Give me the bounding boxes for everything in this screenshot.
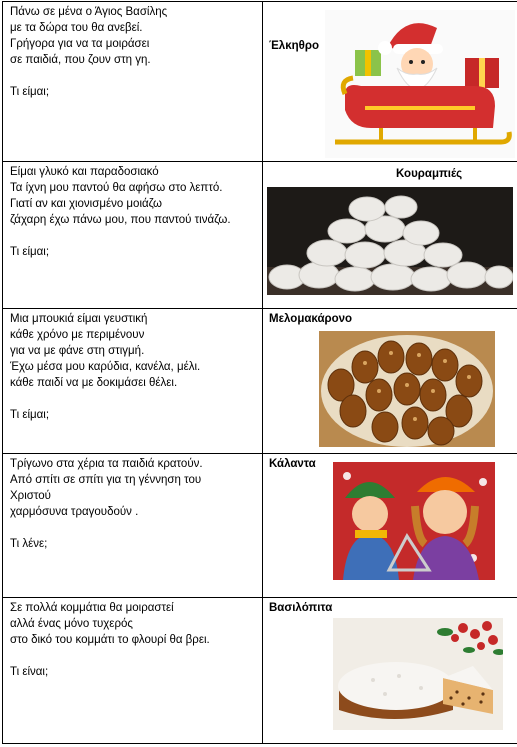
riddle-line: Μια μπουκιά είμαι γευστική [10, 313, 148, 325]
riddle-text-cell [3, 309, 263, 454]
riddle-question: Τι είμαι; [10, 86, 50, 98]
answer-cell [263, 309, 517, 454]
riddle-line: στο δικό του κομμάτι το φλουρί θα βρει. [10, 634, 210, 646]
carol-children-image [333, 462, 495, 580]
answer-label: Έλκηθρο [269, 40, 319, 52]
riddle-line: Από σπίτι σε σπίτι για τη γέννηση του [10, 474, 202, 486]
vasilopita-image [333, 618, 503, 730]
answer-label: Βασιλόπιτα [269, 602, 333, 614]
riddle-line: Είμαι γλυκό και παραδοσιακό [10, 166, 159, 178]
riddle-line: κάθε χρόνο με περιμένουν [10, 329, 145, 341]
riddle-line: χαρμόσυνα τραγουδούν . [10, 506, 139, 518]
riddles-table [2, 1, 517, 744]
answer-label: Κουραμπιές [396, 168, 463, 180]
riddle-text-cell [3, 454, 263, 598]
riddle-row [3, 598, 517, 744]
riddle-line: Τρίγωνο στα χέρια τα παιδιά κρατούν. [10, 458, 203, 470]
santa-sleigh-image [325, 10, 515, 158]
answer-cell [263, 454, 517, 598]
riddle-question: Τι είμαι; [10, 409, 50, 421]
riddle-line: κάθε παιδί να με δοκιμάσει θέλει. [10, 377, 178, 389]
riddle-row [3, 309, 517, 454]
riddle-text-cell [3, 162, 263, 309]
riddle-line: με τα δώρα του θα ανεβεί. [10, 22, 143, 34]
riddle-row [3, 454, 517, 598]
riddle-line: σε παιδιά, που ζουν στη γη. [10, 54, 151, 66]
riddle-question: Τι είμαι; [10, 246, 50, 258]
melomakarona-image [319, 331, 495, 447]
riddle-line: Έχω μέσα μου καρύδια, κανέλα, μέλι. [10, 361, 201, 373]
riddle-line: Γιατί αν και χιονισμένο μοιάζω [10, 198, 162, 210]
riddle-text-cell [3, 2, 263, 162]
answer-cell [263, 162, 517, 309]
riddle-line: Γρήγορα για να τα μοιράσει [10, 38, 150, 50]
answer-cell [263, 2, 517, 162]
riddle-text-cell [3, 598, 263, 744]
riddle-line: Τα ίχνη μου παντού θα αφήσω στο λεπτό. [10, 182, 223, 194]
riddle-line: Σε πολλά κομμάτια θα μοιραστεί [10, 602, 174, 614]
answer-label: Κάλαντα [269, 458, 316, 470]
riddle-line: αλλά ένας μόνο τυχερός [10, 618, 133, 630]
riddle-line: ζάχαρη έχω πάνω μου, που παντού τινάζω. [10, 214, 231, 226]
riddle-line: Πάνω σε μένα ο Άγιος Βασίλης [10, 6, 168, 18]
riddle-question: Τι είναι; [10, 666, 49, 678]
answer-cell [263, 598, 517, 744]
riddle-line: Χριστού [10, 490, 51, 502]
answer-label: Μελομακάρονο [269, 313, 353, 325]
riddle-row [3, 2, 517, 162]
riddle-row [3, 162, 517, 309]
kourabiedes-image [267, 187, 513, 295]
riddle-question: Τι λένε; [10, 538, 48, 550]
riddle-line: για να με φάνε στη στιγμή. [10, 345, 145, 357]
